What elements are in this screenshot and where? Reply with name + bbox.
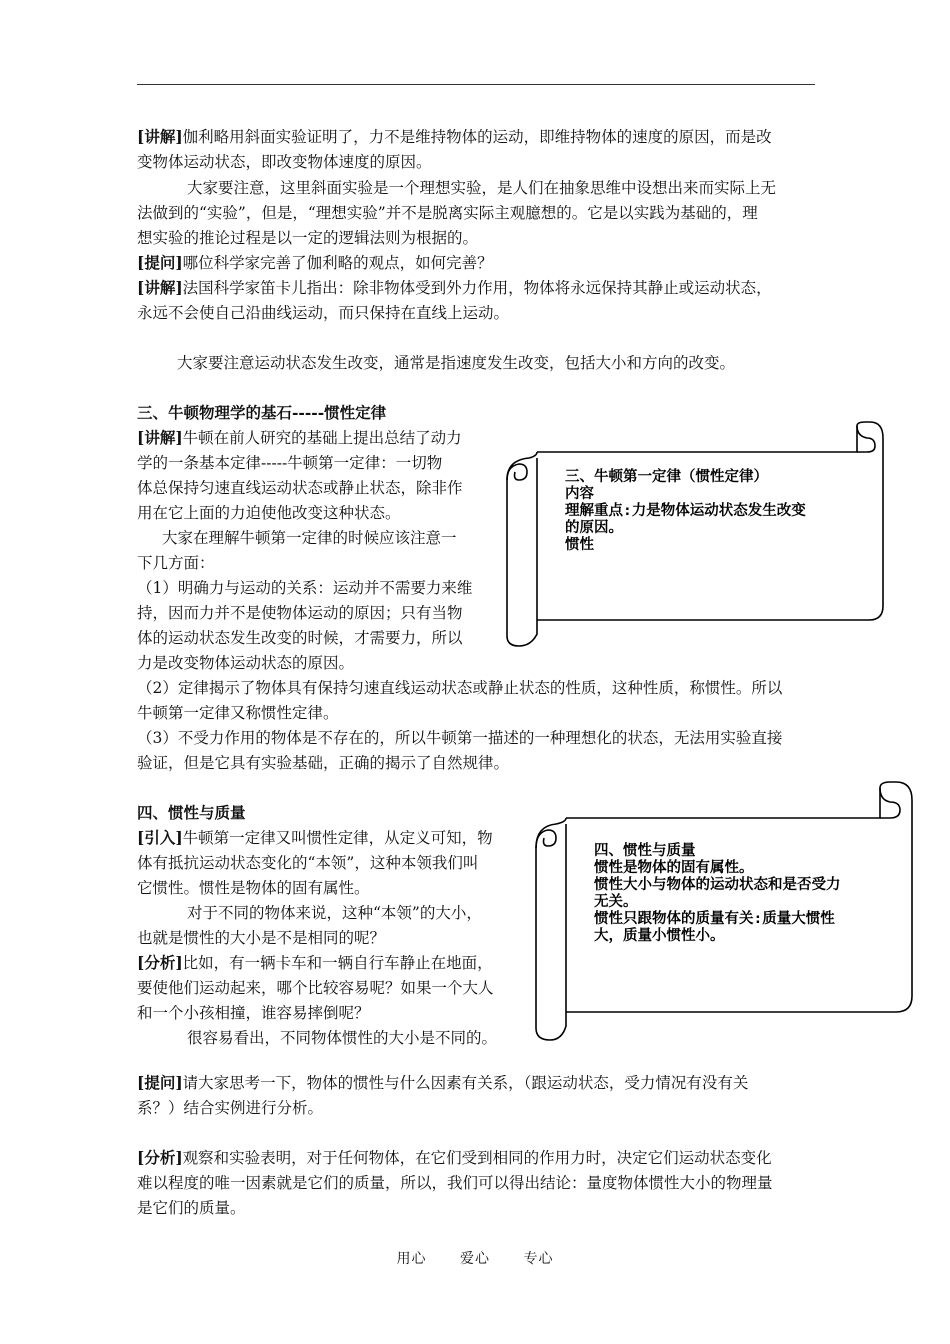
scroll-line: 的原因。 (565, 520, 623, 536)
scroll-line: 惯性是物体的固有属性。 (594, 860, 754, 876)
text-line: 大家要注意，这里斜面实验是一个理想实验，是人们在抽象思维中设想出来而实际上无 (187, 179, 777, 197)
text-line: 力是改变物体运动状态的原因。 (137, 654, 355, 672)
section-heading-4: 四、惯性与质量 (137, 803, 246, 822)
paragraph-explain-3 (137, 426, 462, 448)
header-rule (137, 84, 815, 85)
tag-explain: [讲解] (137, 127, 183, 146)
text-line: 哪位科学家完善了伽利略的观点，如何完善？ (182, 254, 493, 272)
scroll-line: 三、牛顿第一定律（惯性定律） (565, 469, 768, 485)
text-line: 想实验的推论过程是以一定的逻辑法则为根据的。 (137, 229, 479, 247)
scroll-line: 四、惯性与质量 (594, 843, 696, 859)
paragraph-analysis-2 (137, 1146, 772, 1168)
text-line: 难以程度的唯一因素就是它们的质量，所以，我们可以得出结论：量度物体惯性大小的物理量 (137, 1174, 773, 1192)
scroll-line: 理解重点:力是物体运动状态发生改变 (565, 503, 806, 519)
text-line: 对于不同的物体来说，这种“本领”的大小， (187, 904, 482, 922)
text-line: 体的运动状态发生改变的时候，才需要力，所以 (137, 629, 463, 647)
text-line: 很容易看出，不同物体惯性的大小是不同的。 (187, 1029, 498, 1047)
text-line: （3）不受力作用的物体是不存在的，所以牛顿第一描述的一种理想化的状态，无法用实验直接 (137, 729, 783, 747)
text-line: 大家要注意运动状态发生改变，通常是指速度发生改变，包括大小和方向的改变。 (177, 354, 736, 372)
scroll-line: 无关。 (594, 894, 638, 910)
text-line: 学的一条基本定律-----牛顿第一定律：一切物 (137, 454, 443, 472)
text-line: 大家在理解牛顿第一定律的时候应该注意一 (162, 529, 457, 547)
text-line: 是它们的质量。 (137, 1199, 246, 1217)
text-line: 也就是惯性的大小是不是相同的呢？ (137, 929, 386, 947)
text-line: 系？）结合实例进行分析。 (137, 1099, 324, 1117)
scroll-box-2-text (594, 843, 841, 945)
paragraph-explain-2 (137, 276, 772, 298)
text-line: 观察和实验表明，对于任何物体，在它们受到相同的作用力时，决定它们运动状态变化 (182, 1149, 772, 1167)
scroll-box-1-text (565, 469, 806, 554)
text-line: 牛顿第一定律又称惯性定律。 (137, 704, 339, 722)
tag-explain: [讲解] (137, 278, 183, 297)
scroll-line: 大，质量小惯性小。 (594, 928, 725, 944)
paragraph-question-1 (137, 251, 493, 273)
footer-text: 用心 (396, 1251, 427, 1267)
page-footer (0, 1248, 950, 1268)
section-heading-3: 三、牛顿物理学的基石-----惯性定律 (137, 403, 387, 422)
paragraph-explain-1 (137, 125, 772, 147)
text-line: （2）定律揭示了物体具有保持匀速直线运动状态或静止状态的性质，这种性质，称惯性。所以 (137, 679, 783, 697)
scroll-line: 惯性 (565, 537, 594, 553)
text-line: 比如，有一辆卡车和一辆自行车静止在地面， (182, 954, 493, 972)
text-line: 永远不会使自己沿曲线运动，而只保持在直线上运动。 (137, 304, 510, 322)
text-line: （1）明确力与运动的关系：运动并不需要力来维 (137, 579, 473, 597)
tag-explain: [讲解] (137, 428, 183, 447)
text-line: 法做到的“实验”，但是，“理想实验”并不是脱离实际主观臆想的。它是以实践为基础的，理 (137, 204, 758, 222)
text-line: 请大家思考一下，物体的惯性与什么因素有关系，（跟运动状态，受力情况有没有关 (182, 1074, 749, 1092)
paragraph-intro (137, 826, 493, 848)
text-line: 伽利略用斜面实验证明了，力不是维持物体的运动，即维持物体的速度的原因，而是改 (182, 128, 772, 146)
text-line: 和一个小孩相撞，谁容易摔倒呢？ (137, 1004, 370, 1022)
scroll-line: 惯性大小与物体的运动状态和是否受力 (594, 877, 841, 893)
scroll-line: 惯性只跟物体的质量有关:质量大惯性 (594, 911, 835, 927)
paragraph-question-2 (137, 1071, 748, 1093)
paragraph-analysis-1 (137, 951, 493, 973)
footer-text: 爱心 (460, 1251, 490, 1267)
text-line: 下几方面： (137, 554, 215, 572)
text-line: 用在它上面的力迫使他改变这种状态。 (137, 504, 401, 522)
tag-intro: [引入] (137, 828, 183, 847)
text-line: 牛顿第一定律又叫惯性定律，从定义可知，物 (182, 829, 493, 847)
tag-question: [提问] (137, 253, 183, 272)
text-line: 验证，但是它具有实验基础，正确的揭示了自然规律。 (137, 754, 510, 772)
tag-question: [提问] (137, 1073, 183, 1092)
text-line: 要使他们运动起来，哪个比较容易呢？如果一个大人 (137, 979, 494, 997)
text-line: 持，因而力并不是使物体运动的原因；只有当物 (137, 604, 463, 622)
text-line: 法国科学家笛卡儿指出：除非物体受到外力作用，物体将永远保持其静止或运动状态， (182, 279, 772, 297)
text-line: 它惯性。惯性是物体的固有属性。 (137, 879, 370, 897)
text-line: 体总保持匀速直线运动状态或静止状态，除非作 (137, 479, 463, 497)
text-line: 变物体运动状态，即改变物体速度的原因。 (137, 153, 432, 171)
tag-analysis: [分析] (137, 953, 183, 972)
tag-analysis: [分析] (137, 1148, 183, 1167)
text-line: 牛顿在前人研究的基础上提出总结了动力 (182, 429, 462, 447)
footer-text: 专心 (523, 1251, 554, 1267)
text-line: 体有抵抗运动状态变化的“本领”，这种本领我们叫 (137, 854, 479, 872)
scroll-line: 内容 (565, 486, 594, 502)
